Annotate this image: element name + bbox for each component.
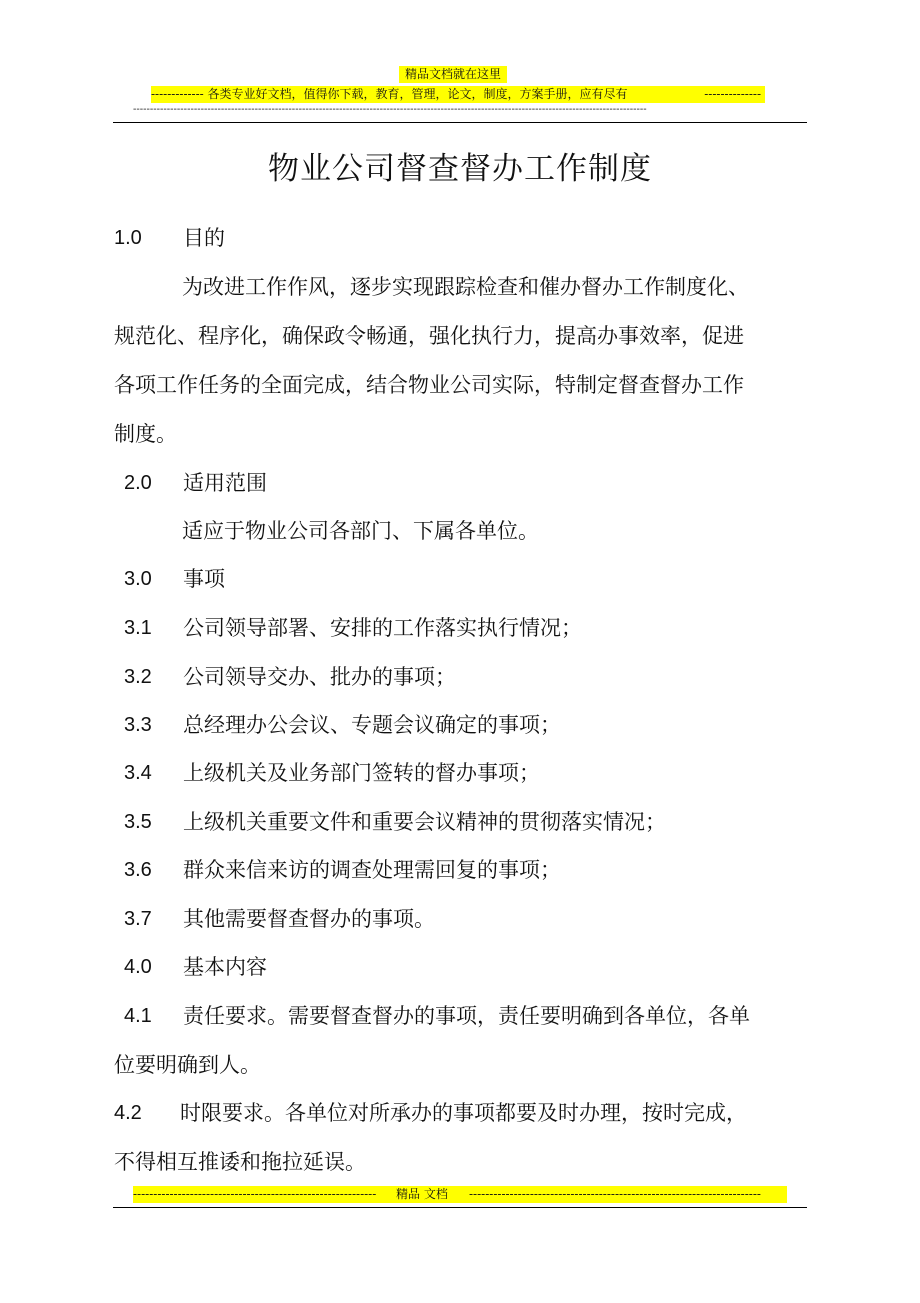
section-1-paragraph-line-4: 制度。 [114,422,177,446]
section-title-4: 基本内容 [183,955,267,979]
header-banner-dashes: -------------- [704,87,761,101]
document-title: 物业公司督查督办工作制度 [268,151,652,187]
section-number-3: 3.0 [124,568,152,590]
section-2-paragraph: 适应于物业公司各部门、下属各单位。 [182,519,539,543]
item-text-3-6: 群众来信来访的调查处理需回复的事项； [183,858,561,882]
item-number-4-1: 4.1 [124,1005,152,1027]
item-text-3-2: 公司领导交办、批办的事项； [183,665,456,689]
item-text-3-3: 总经理办公会议、专题会议确定的事项； [183,713,561,737]
section-1-paragraph-line-3: 各项工作任务的全面完成，结合物业公司实际，特制定督查督办工作 [114,373,744,397]
footer-label: 精品 文档 [396,1187,448,1201]
item-number-3-3: 3.3 [124,714,152,736]
section-number-4: 4.0 [124,956,152,978]
header-rule [113,122,807,123]
item-text-4-1-continued: 位要明确到人。 [114,1053,261,1077]
section-title-3: 事项 [183,567,225,591]
item-text-3-7: 其他需要督查督办的事项。 [183,907,435,931]
header-dash-line: -------------------------------------------------------------------------------------------------------------------------------------------------------- [133,104,647,115]
item-text-3-5: 上级机关重要文件和重要会议精神的贯彻落实情况； [183,810,666,834]
section-1-paragraph-line-1: 为改进工作作风，逐步实现跟踪检查和催办督办工作制度化、 [182,275,749,299]
item-number-3-7: 3.7 [124,908,152,930]
item-number-3-5: 3.5 [124,811,152,833]
item-number-3-2: 3.2 [124,666,152,688]
header-top-label: 精品文档就在这里 [399,66,507,83]
item-text-4-1: 责任要求。需要督查督办的事项，责任要明确到各单位，各单 [183,1004,750,1028]
item-number-3-4: 3.4 [124,762,152,784]
section-title-2: 适用范围 [183,471,267,495]
footer-rule [113,1207,807,1208]
item-text-4-2: 时限要求。各单位对所承办的事项都要及时办理，按时完成， [180,1101,747,1125]
header-banner-text: ------------- 各类专业好文档，值得你下载，教育，管理，论文，制度，方案手册，应有尽有 [151,87,628,101]
header-banner [151,86,765,103]
item-number-3-6: 3.6 [124,859,152,881]
footer-right-dashes: ------------------------------------------------------------------------ [469,1187,761,1201]
item-text-3-4: 上级机关及业务部门签转的督办事项； [183,761,540,785]
item-number-3-1: 3.1 [124,617,152,639]
footer-left-dashes: ------------------------------------------------------------ [133,1187,377,1201]
footer-banner [133,1186,787,1203]
item-text-4-2-continued: 不得相互推诿和拖拉延误。 [114,1150,366,1174]
item-number-4-2: 4.2 [114,1102,142,1124]
section-number-1: 1.0 [114,227,142,249]
item-text-3-1: 公司领导部署、安排的工作落实执行情况； [183,616,582,640]
section-title-1: 目的 [183,226,225,250]
section-1-paragraph-line-2: 规范化、程序化，确保政令畅通，强化执行力，提高办事效率，促进 [114,324,744,348]
section-number-2: 2.0 [124,472,152,494]
